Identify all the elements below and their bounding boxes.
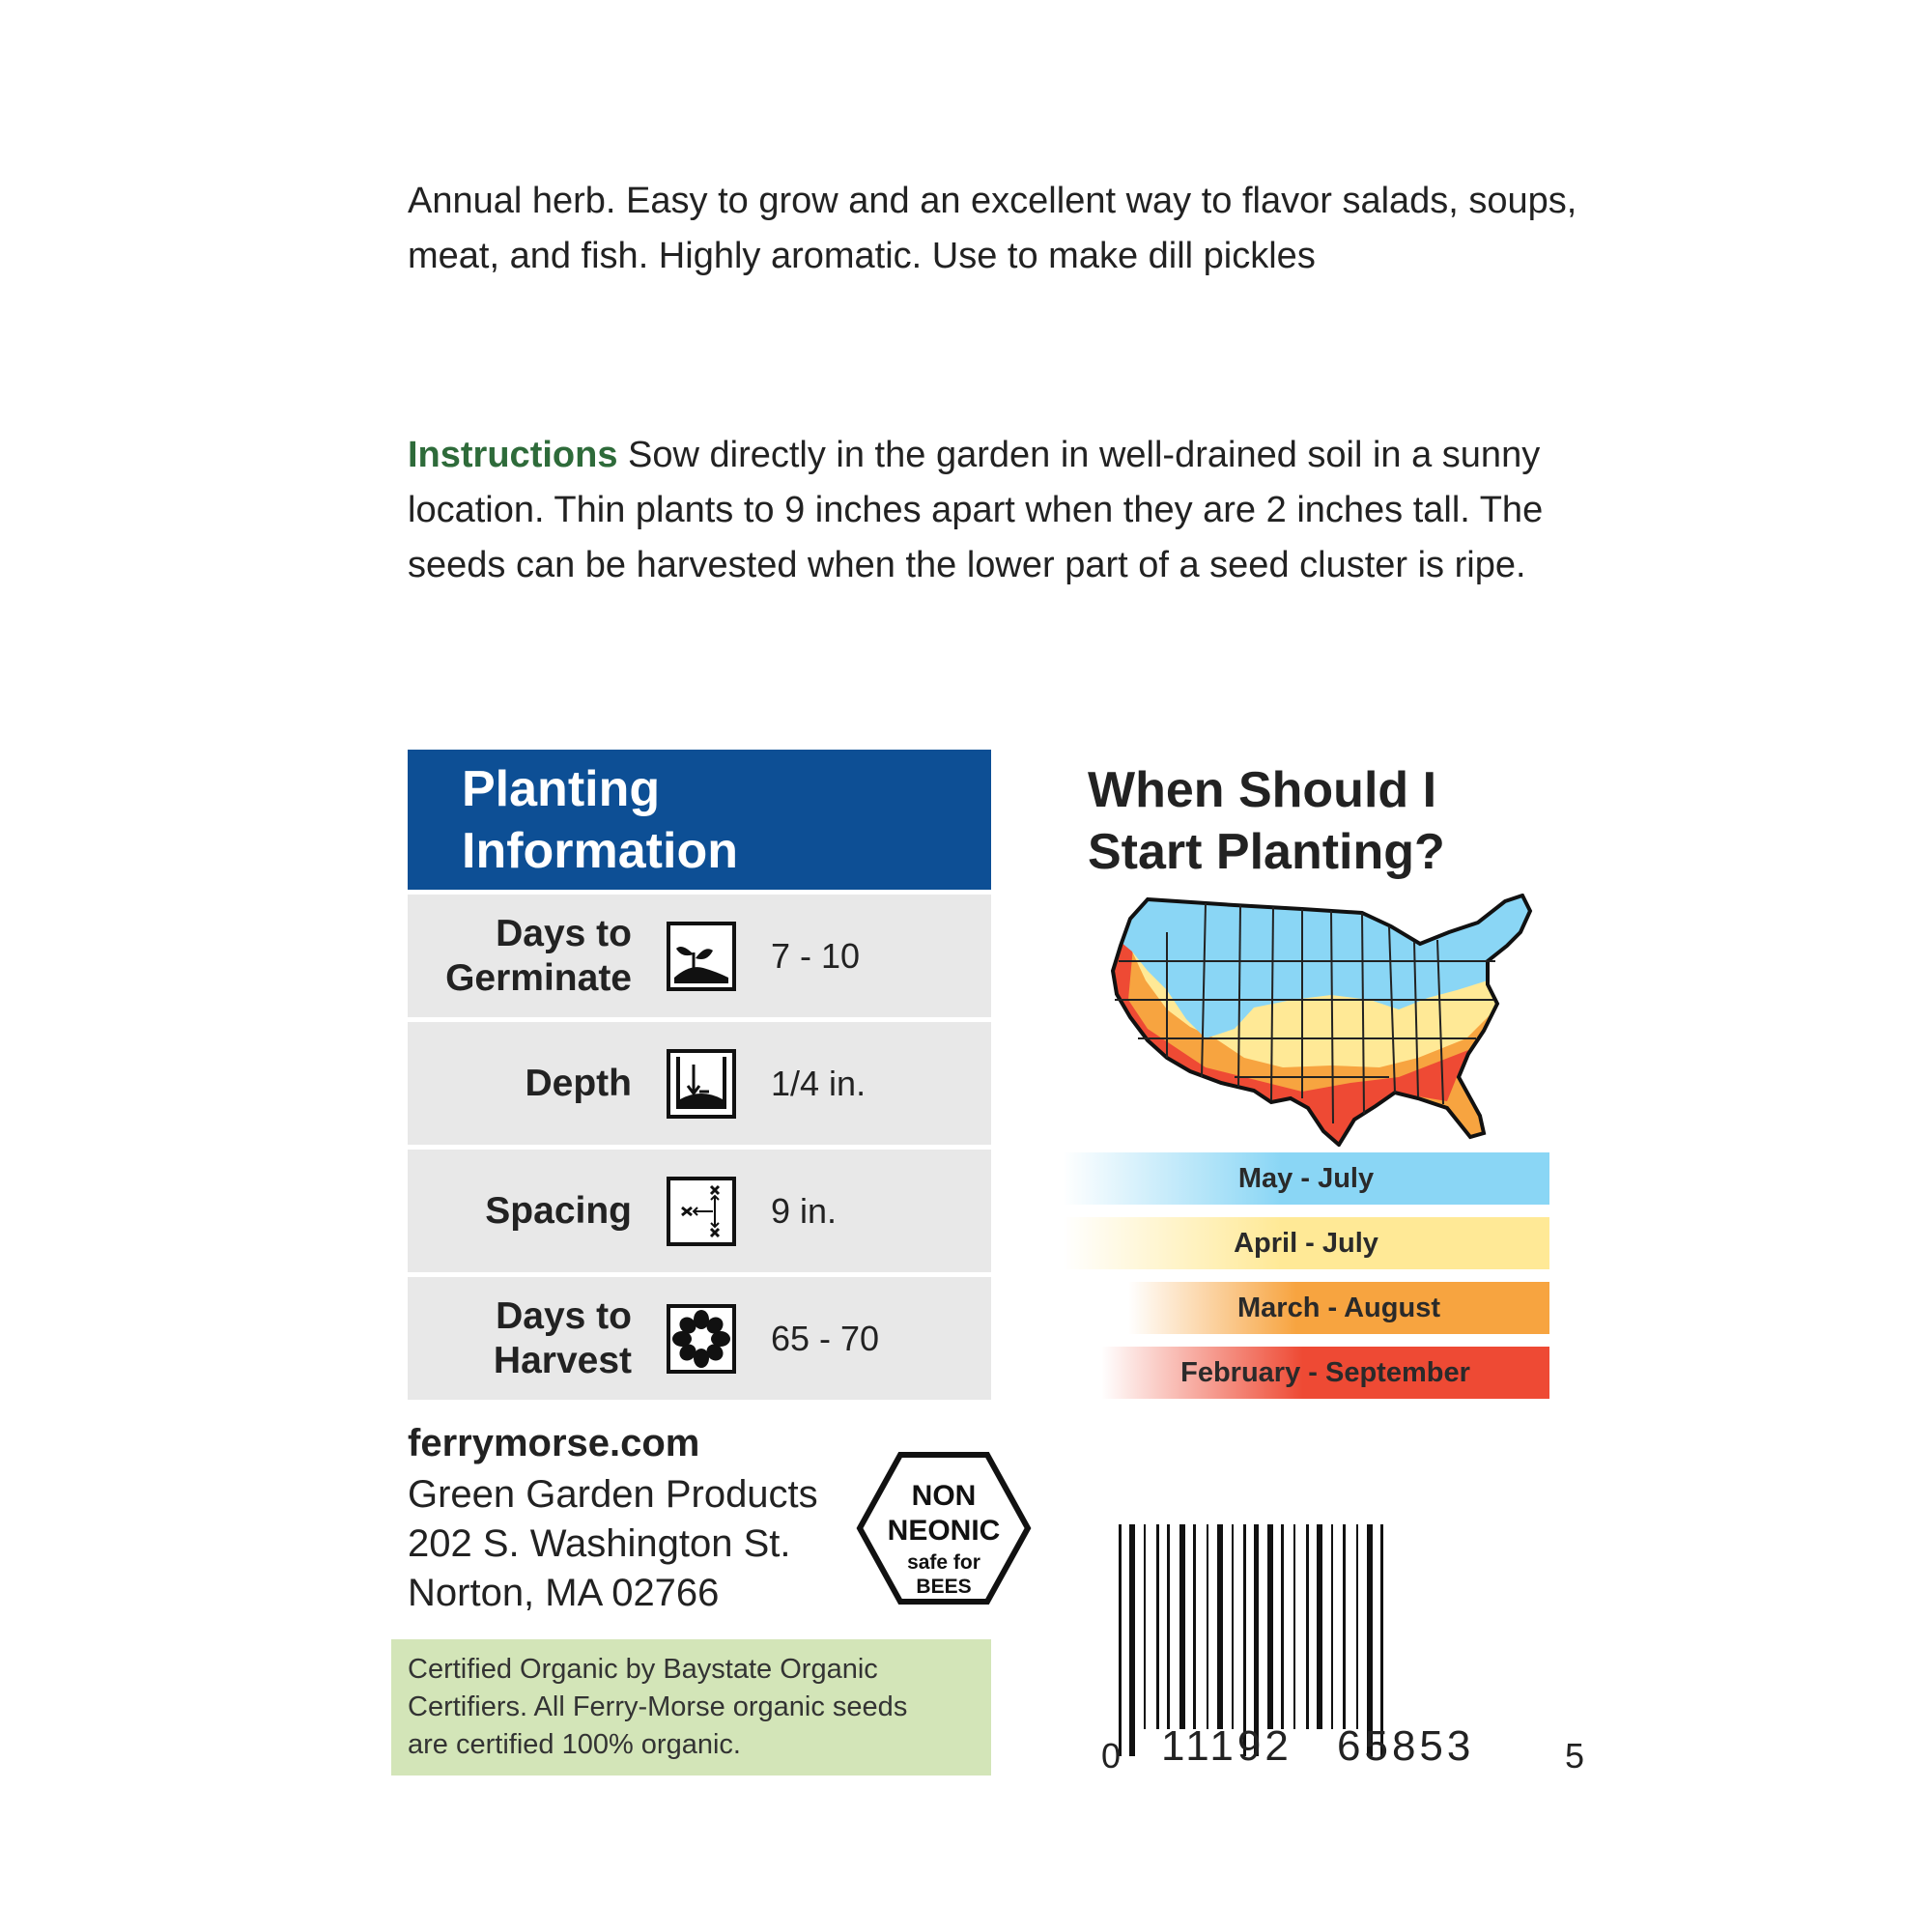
spacing-icon <box>667 1177 736 1246</box>
instructions-heading: Instructions <box>408 435 618 475</box>
barcode-left-digits: 11192 <box>1161 1722 1293 1770</box>
non-neonic-badge <box>856 1451 1032 1605</box>
company-address <box>408 1470 818 1618</box>
label-line1: Days to <box>496 912 632 954</box>
badge-line1: NON <box>911 1480 977 1512</box>
flower-icon <box>667 1304 736 1374</box>
zone-band-february-september: February - September <box>1101 1347 1549 1399</box>
label-line2: Germinate <box>445 956 632 999</box>
label-line1: Days to <box>496 1294 632 1337</box>
barcode-right-digits: 65853 <box>1337 1722 1475 1770</box>
planting-info-title-line1: Planting <box>462 761 661 817</box>
website-link[interactable]: ferrymorse.com <box>408 1422 700 1464</box>
planting-row-label <box>410 1189 632 1234</box>
badge-line2: NEONIC <box>887 1515 1001 1547</box>
planting-time-title <box>1088 759 1571 883</box>
barcode-number-system-digit: 0 <box>1101 1736 1122 1776</box>
sprout-icon <box>667 922 736 991</box>
product-description: Annual herb. Easy to grow and an excellent way to flavor salads, soups, meat, and fish. Highly aromatic. Use to make dill pickles <box>408 181 1577 276</box>
planting-row-depth <box>408 1022 991 1145</box>
company-city: Norton, MA 02766 <box>408 1572 720 1614</box>
badge-line3: safe for <box>907 1551 980 1574</box>
company-street: 202 S. Washington St. <box>408 1522 791 1565</box>
harvest-value: 65 - 70 <box>771 1318 880 1358</box>
depth-value: 1/4 in. <box>771 1063 867 1103</box>
barcode-check-digit: 5 <box>1565 1736 1585 1776</box>
planting-info-table <box>408 750 991 1400</box>
planting-row-label <box>410 912 632 1001</box>
label-line2: Harvest <box>493 1339 632 1381</box>
planting-info-title-line2: Information <box>462 823 738 879</box>
company-name: Green Garden Products <box>408 1473 818 1516</box>
planting-info-header <box>408 750 991 890</box>
label-line2: Spacing <box>485 1189 632 1232</box>
germinate-value: 7 - 10 <box>771 935 861 976</box>
planting-time-title-line1: When Should I <box>1088 762 1437 818</box>
planting-row-label <box>410 1294 632 1383</box>
zone-band-april-july: April - July <box>1063 1217 1549 1269</box>
planting-row-germinate <box>408 895 991 1017</box>
zone-band-march-august: March - August <box>1128 1282 1549 1334</box>
badge-line4: BEES <box>916 1576 972 1598</box>
organic-line2: Certifiers. All Ferry-Morse organic seeds <box>408 1691 908 1722</box>
planting-time-title-line2: Start Planting? <box>1088 824 1445 880</box>
organic-line1: Certified Organic by Baystate Organic <box>408 1654 878 1685</box>
spacing-value: 9 in. <box>771 1190 838 1231</box>
upc-barcode <box>1101 1524 1604 1777</box>
us-zone-map-icon <box>1109 894 1540 1147</box>
planting-row-harvest <box>408 1277 991 1400</box>
depth-icon <box>667 1049 736 1119</box>
planting-row-label <box>410 1062 632 1106</box>
planting-row-spacing <box>408 1150 991 1272</box>
instructions-text: Sow directly in the garden in well-drained soil in a sunny location. Thin plants to 9 inches apart when they are 2 inches tall. The seeds can be harvested when the lower part of a seed cluster is ripe. <box>408 435 1544 585</box>
organic-certification-note <box>391 1639 991 1776</box>
organic-line3: are certified 100% organic. <box>408 1729 741 1760</box>
label-line2: Depth <box>525 1062 632 1104</box>
zone-band-may-july: May - July <box>1063 1152 1549 1205</box>
instructions-paragraph <box>408 428 1605 593</box>
